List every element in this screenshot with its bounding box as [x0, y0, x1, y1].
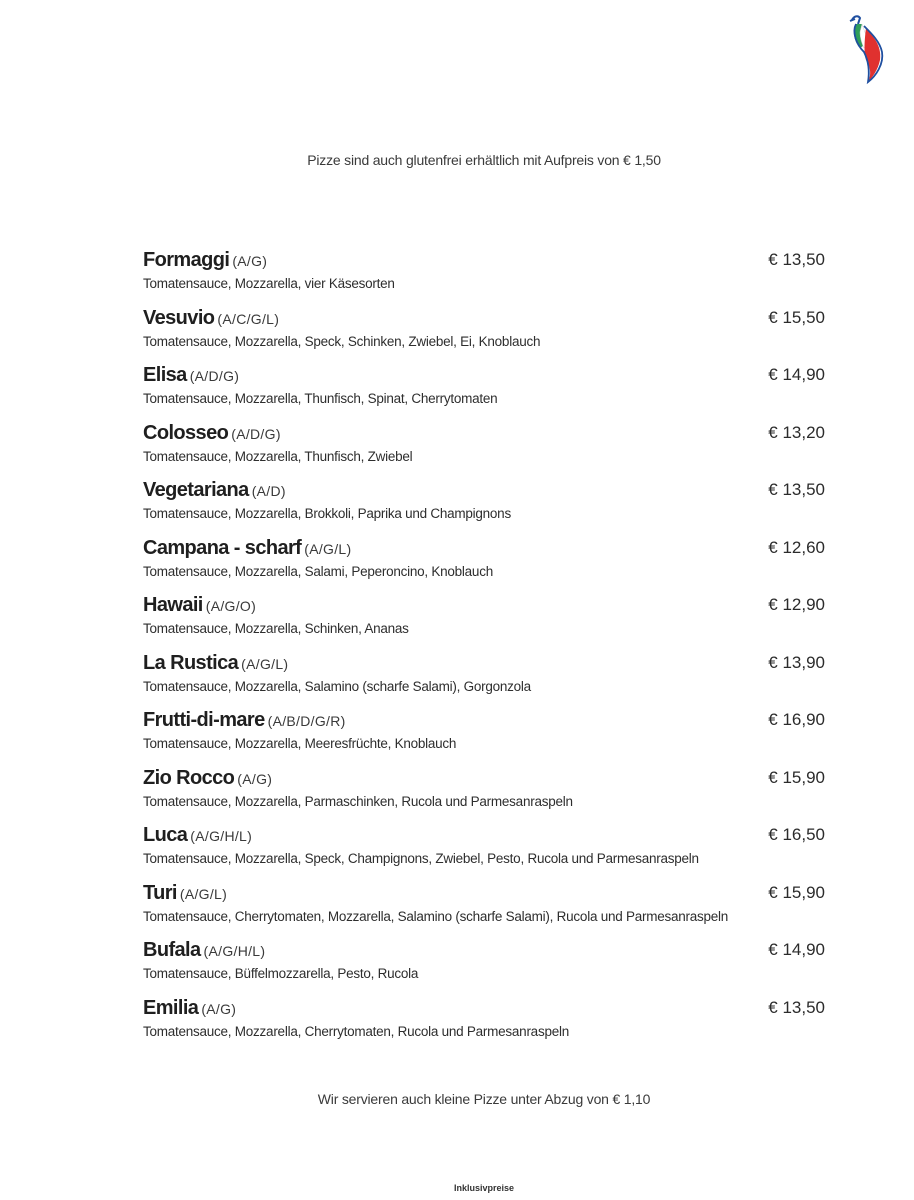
- pizza-menu-list: [143, 246, 833, 1051]
- menu-item: [143, 419, 833, 477]
- item-allergens: (A/D): [251, 483, 286, 499]
- item-name: Vegetariana: [143, 479, 249, 501]
- menu-item: [143, 936, 833, 994]
- item-name: Campana - scharf: [143, 536, 302, 559]
- item-allergens: (A/G/L): [304, 540, 352, 557]
- item-price: € 15,90: [768, 882, 825, 902]
- item-price: € 13,50: [768, 997, 825, 1017]
- item-name: Emilia: [143, 996, 199, 1019]
- menu-item: [143, 361, 833, 419]
- item-description: Tomatensauce, Mozzarella, Thunfisch, Spinat, Cherrytomaten: [143, 391, 498, 406]
- item-allergens: (A/D/G): [189, 368, 240, 384]
- item-allergens: (A/G/H/L): [203, 943, 266, 959]
- item-price: € 14,90: [768, 365, 825, 384]
- chili-pepper-logo-icon: [842, 14, 892, 86]
- item-name: Hawaii: [143, 594, 203, 616]
- item-description: Tomatensauce, Mozzarella, Parmaschinken, Rucola und Parmesanraspeln: [143, 793, 573, 809]
- item-allergens: (A/G): [232, 253, 268, 269]
- item-name: Colosseo: [143, 421, 229, 444]
- menu-item: [143, 879, 833, 937]
- item-name: Frutti-di-mare: [143, 709, 265, 731]
- item-name: Zio Rocco: [143, 766, 235, 789]
- menu-item: [143, 821, 833, 879]
- menu-item: [143, 304, 833, 362]
- menu-item: [143, 994, 833, 1052]
- item-price: € 15,50: [768, 307, 825, 327]
- menu-item: [143, 591, 833, 649]
- item-allergens: (A/G/L): [241, 655, 289, 672]
- item-name: La Rustica: [143, 651, 239, 674]
- item-description: Tomatensauce, Büffelmozzarella, Pesto, Rucola: [143, 966, 419, 981]
- small-pizza-notice: Wir servieren auch kleine Pizze unter Abzug von € 1,10: [317, 1091, 651, 1107]
- item-price: € 12,60: [768, 537, 825, 557]
- gluten-free-notice: Pizze sind auch glutenfrei erhältlich mit Aufpreis von € 1,50: [307, 152, 661, 168]
- item-description: Tomatensauce, Mozzarella, Salami, Peperoncino, Knoblauch: [143, 563, 493, 579]
- item-name: Vesuvio: [143, 306, 215, 329]
- item-description: Tomatensauce, Mozzarella, Speck, Schinken, Zwiebel, Ei, Knoblauch: [143, 333, 541, 349]
- item-allergens: (A/C/G/L): [217, 310, 280, 327]
- item-price: € 13,50: [768, 250, 825, 269]
- item-allergens: (A/G/H/L): [190, 828, 253, 844]
- item-description: Tomatensauce, Mozzarella, Brokkoli, Paprika und Champignons: [143, 506, 511, 521]
- item-price: € 15,90: [768, 767, 825, 787]
- item-name: Turi: [143, 881, 177, 904]
- item-name: Formaggi: [143, 249, 230, 271]
- menu-item: [143, 246, 833, 304]
- item-description: Tomatensauce, Cherrytomaten, Mozzarella, Salamino (scharfe Salami), Rucola und Parmesanraspeln: [143, 908, 729, 924]
- item-description: Tomatensauce, Mozzarella, Schinken, Ananas: [143, 621, 409, 636]
- item-price: € 13,90: [768, 652, 825, 672]
- item-allergens: (A/G/L): [179, 885, 228, 902]
- item-price: € 16,90: [768, 710, 825, 729]
- item-price: € 12,90: [768, 595, 825, 614]
- menu-item: [143, 534, 833, 592]
- item-description: Tomatensauce, Mozzarella, Speck, Champignons, Zwiebel, Pesto, Rucola und Parmesanraspeln: [143, 851, 699, 866]
- item-allergens: (A/B/D/G/R): [267, 713, 346, 729]
- item-name: Elisa: [143, 364, 187, 386]
- item-description: Tomatensauce, Mozzarella, vier Käsesorten: [143, 276, 395, 291]
- item-description: Tomatensauce, Mozzarella, Salamino (scharfe Salami), Gorgonzola: [143, 678, 531, 694]
- item-price: € 14,90: [768, 940, 825, 959]
- footer-note: Inklusivpreise: [453, 1183, 515, 1193]
- item-allergens: (A/G): [201, 1000, 237, 1017]
- item-allergens: (A/G/O): [205, 598, 257, 614]
- item-name: Bufala: [143, 939, 201, 961]
- item-description: Tomatensauce, Mozzarella, Meeresfrüchte, Knoblauch: [143, 736, 457, 751]
- item-description: Tomatensauce, Mozzarella, Cherrytomaten, Rucola und Parmesanraspeln: [143, 1023, 569, 1039]
- menu-item: [143, 649, 833, 707]
- item-name: Luca: [143, 824, 188, 846]
- menu-item: [143, 706, 833, 764]
- item-price: € 13,20: [768, 422, 825, 442]
- menu-item: [143, 476, 833, 534]
- item-price: € 16,50: [768, 825, 825, 844]
- menu-item: [143, 764, 833, 822]
- item-description: Tomatensauce, Mozzarella, Thunfisch, Zwiebel: [143, 448, 413, 464]
- item-price: € 13,50: [768, 480, 825, 499]
- item-allergens: (A/D/G): [231, 425, 281, 442]
- item-allergens: (A/G): [237, 770, 273, 787]
